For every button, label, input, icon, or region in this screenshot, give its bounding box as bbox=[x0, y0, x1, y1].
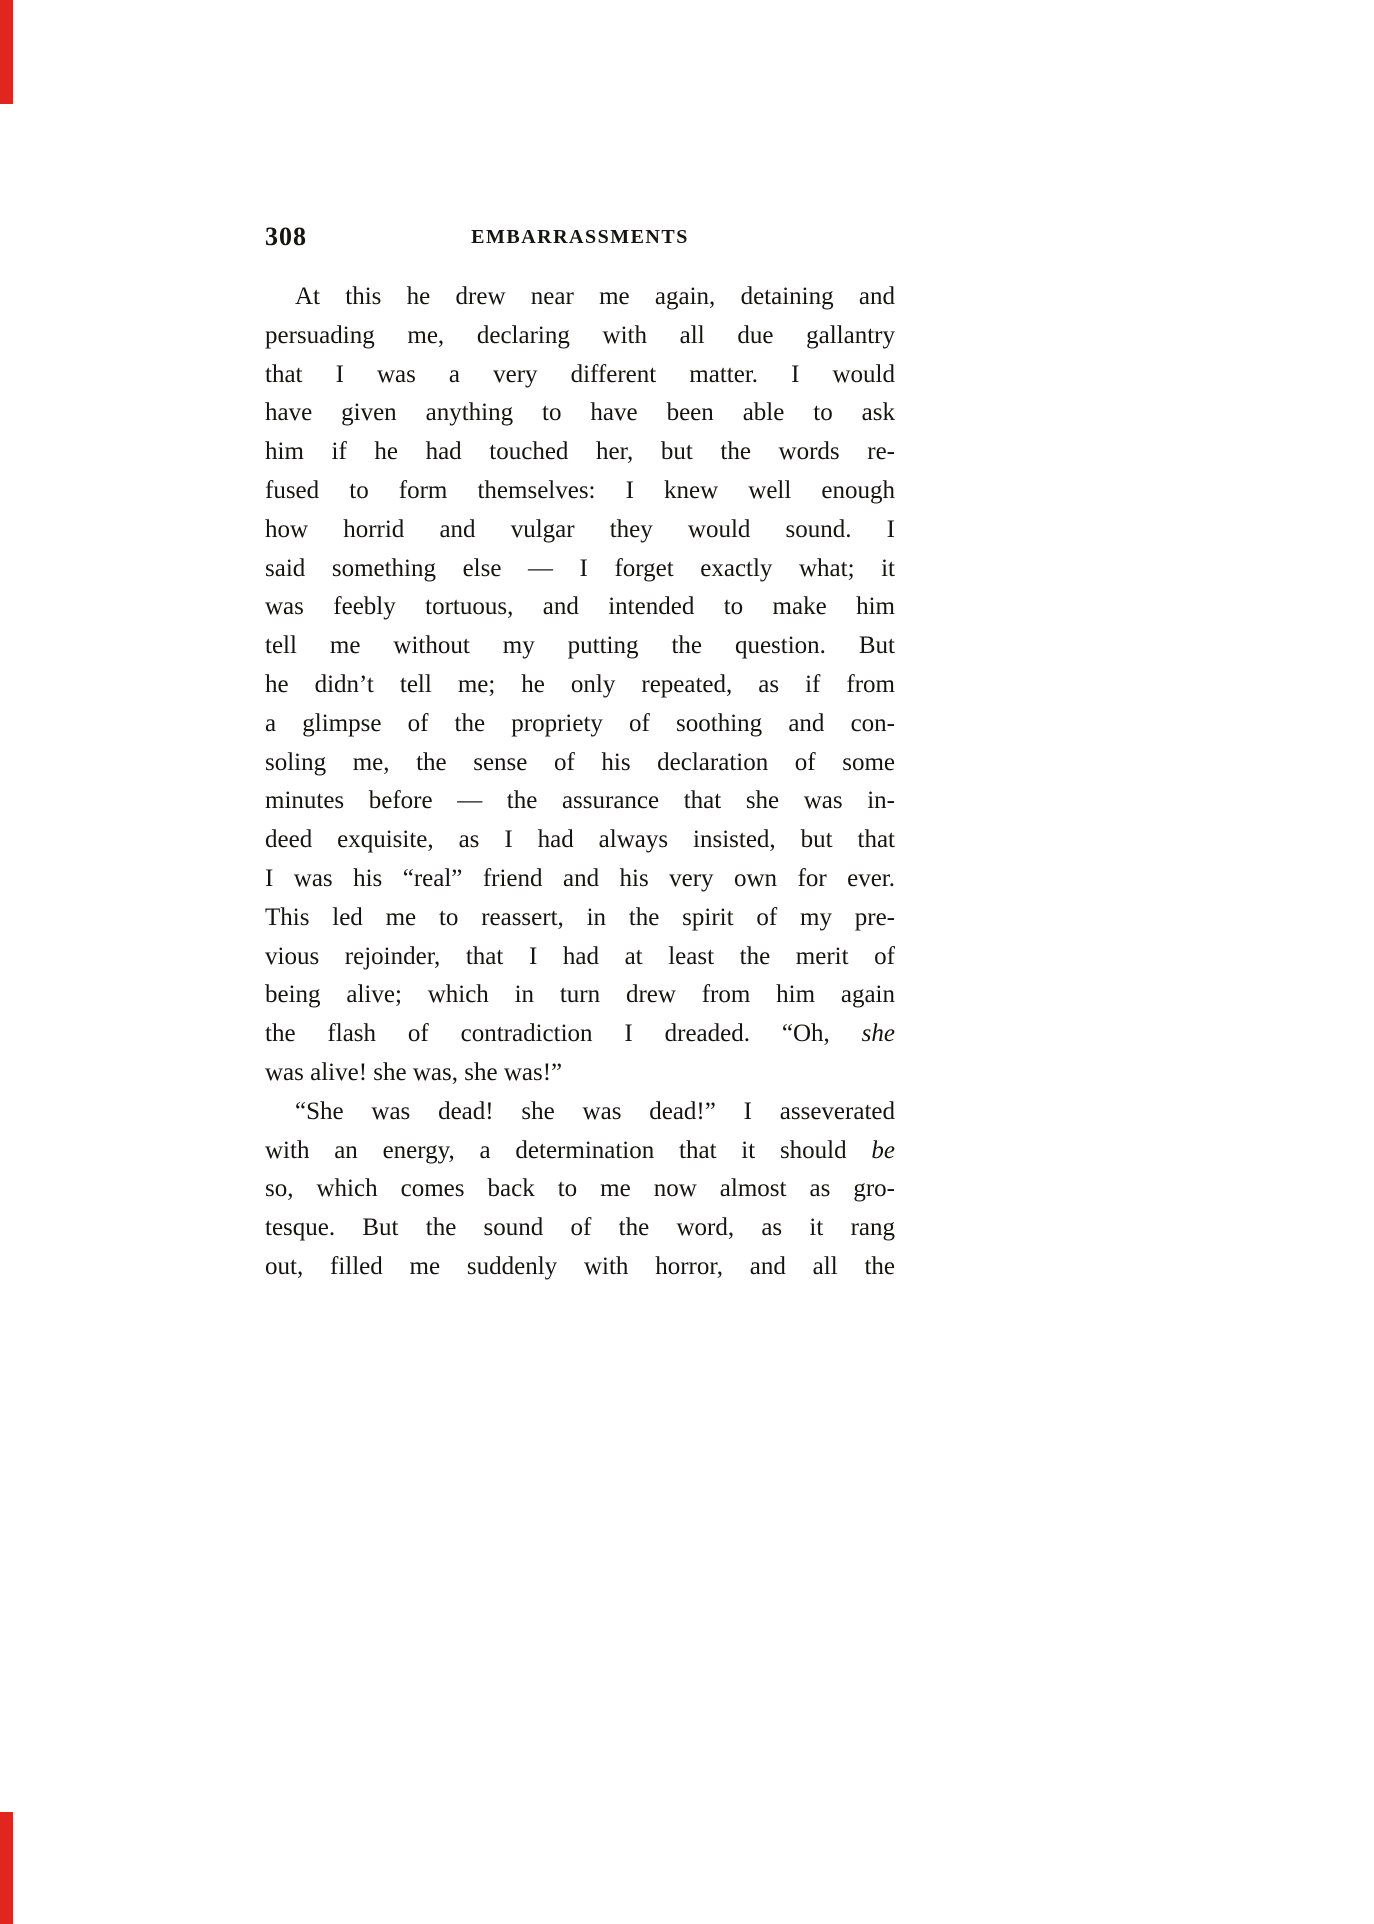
text-line: a glimpse of the propriety of soothing and con- bbox=[265, 709, 895, 737]
text-line: vious rejoinder, that I had at least the merit of bbox=[265, 942, 895, 970]
text-line: so, which comes back to me now almost as gro- bbox=[265, 1175, 895, 1203]
text-line: “She was dead! she was dead!” I asseverated bbox=[295, 1097, 895, 1125]
text-line: This led me to reassert, in the spirit of my pre- bbox=[265, 903, 895, 931]
text-line: said something else — I forget exactly what; it bbox=[265, 554, 895, 582]
text-line: fused to form themselves: I knew well enough bbox=[265, 476, 895, 504]
text-line: being alive; which in turn drew from him again bbox=[265, 981, 895, 1009]
text-line: deed exquisite, as I had always insisted, but that bbox=[265, 826, 895, 854]
running-header-title: EMBARRASSMENTS bbox=[471, 226, 689, 248]
text-line: he didn’t tell me; he only repeated, as if from bbox=[265, 670, 895, 698]
text-line: how horrid and vulgar they would sound. I bbox=[265, 515, 895, 543]
text-line: soling me, the sense of his declaration of some bbox=[265, 748, 895, 776]
text-line: that I was a very different matter. I would bbox=[265, 360, 895, 388]
text-line: was alive! she was, she was!” bbox=[265, 1058, 563, 1086]
scan-artifact-red-edge-bottom bbox=[0, 1812, 13, 1924]
text-line: out, filled me suddenly with horror, and all the bbox=[265, 1252, 895, 1280]
text-line: the flash of contradiction I dreaded. “Oh, she bbox=[265, 1020, 895, 1048]
text-line: was feebly tortuous, and intended to make him bbox=[265, 593, 895, 621]
text-line: At this he drew near me again, detaining and bbox=[295, 283, 895, 310]
text-line: have given anything to have been able to ask bbox=[265, 399, 895, 427]
running-header bbox=[265, 222, 895, 254]
book-page bbox=[265, 222, 895, 1287]
scan-artifact-red-edge-top bbox=[0, 0, 13, 104]
text-line: tesque. But the sound of the word, as it rang bbox=[265, 1214, 895, 1242]
text-line: persuading me, declaring with all due gallantry bbox=[265, 321, 895, 349]
text-line: with an energy, a determination that it should be bbox=[265, 1136, 895, 1164]
page-body bbox=[265, 278, 895, 1287]
text-line: minutes before — the assurance that she was in- bbox=[265, 787, 895, 815]
page-number: 308 bbox=[265, 222, 307, 251]
text-line: tell me without my putting the question. But bbox=[265, 632, 895, 660]
text-line: I was his “real” friend and his very own for ever. bbox=[265, 864, 895, 892]
text-line: him if he had touched her, but the words re- bbox=[265, 438, 895, 466]
